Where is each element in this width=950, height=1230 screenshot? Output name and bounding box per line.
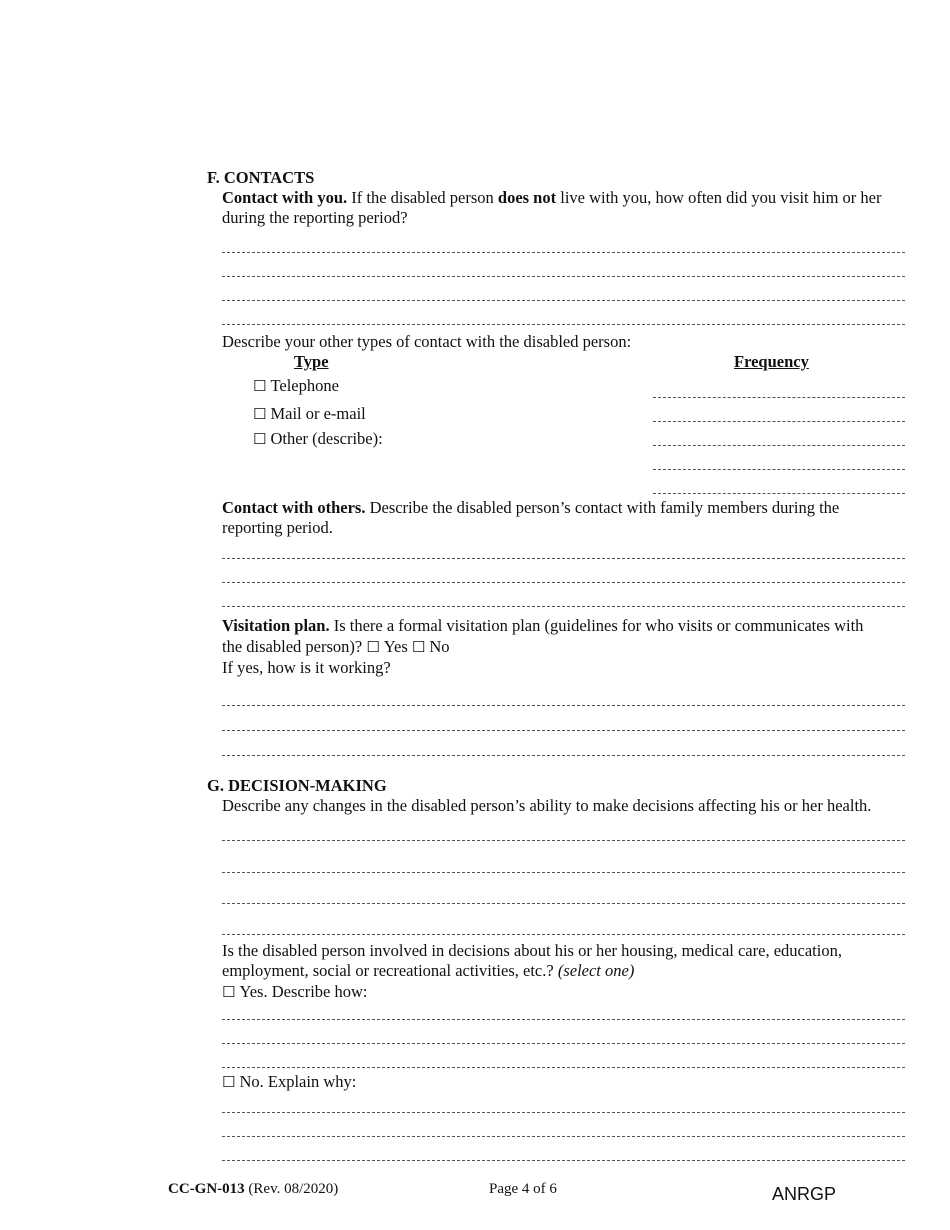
answer-line[interactable] xyxy=(222,300,905,301)
checkbox[interactable]: ☐ xyxy=(222,983,236,1001)
visitation-no-checkbox[interactable]: ☐ xyxy=(411,638,426,656)
type-other-option[interactable]: ☐ Other (describe): xyxy=(253,429,383,448)
answer-line[interactable] xyxy=(222,558,905,559)
frequency-line[interactable] xyxy=(653,469,905,470)
answer-line[interactable] xyxy=(222,1043,905,1044)
answer-line[interactable] xyxy=(222,1067,905,1068)
answer-line[interactable] xyxy=(222,1160,905,1161)
type-mail-option[interactable]: ☐ Mail or e-mail xyxy=(253,404,366,423)
contact-with-others-question: Contact with others. Describe the disabled person’s contact with family members during the xyxy=(222,498,840,517)
answer-line[interactable] xyxy=(222,705,905,706)
checkbox[interactable]: ☐ xyxy=(253,377,267,395)
answer-line[interactable] xyxy=(222,582,905,583)
contact-with-others-line2: reporting period. xyxy=(222,518,333,537)
page-number: Page 4 of 6 xyxy=(489,1181,557,1197)
checkbox[interactable]: ☐ xyxy=(253,405,267,423)
section-g-heading: G. DECISION-MAKING xyxy=(207,776,387,795)
answer-line[interactable] xyxy=(222,755,905,756)
type-telephone-option[interactable]: ☐ Telephone xyxy=(253,376,339,395)
frequency-line[interactable] xyxy=(653,421,905,422)
answer-line[interactable] xyxy=(222,1112,905,1113)
visitation-plan-question: Visitation plan. Is there a formal visitation plan (guidelines for who visits or communicates with xyxy=(222,616,864,635)
other-contact-prompt: Describe your other types of contact with the disabled person: xyxy=(222,332,632,351)
visitation-yes-checkbox[interactable]: ☐ xyxy=(366,638,380,656)
footer-mark: ANRGP xyxy=(772,1184,837,1204)
checkbox[interactable]: ☐ xyxy=(222,1073,236,1091)
answer-line[interactable] xyxy=(222,934,905,935)
answer-line[interactable] xyxy=(222,252,905,253)
contact-with-you-question: Contact with you. If the disabled person does not live with you, how often did you visit him or her xyxy=(222,188,882,207)
form-code: CC-GN-013 (Rev. 08/2020) xyxy=(168,1181,339,1197)
contact-with-you-question-line2: during the reporting period? xyxy=(222,208,408,227)
answer-line[interactable] xyxy=(222,730,905,731)
frequency-line[interactable] xyxy=(653,445,905,446)
involvement-no-option[interactable]: ☐ No. Explain why: xyxy=(222,1072,357,1091)
answer-line[interactable] xyxy=(222,606,905,607)
visitation-followup: If yes, how is it working? xyxy=(222,658,391,677)
visitation-no-label: No xyxy=(429,637,450,656)
answer-line[interactable] xyxy=(222,872,905,873)
frequency-line[interactable] xyxy=(653,397,905,398)
involvement-yes-option[interactable]: ☐ Yes. Describe how: xyxy=(222,982,368,1001)
answer-line[interactable] xyxy=(222,840,905,841)
visitation-yes-label: Yes xyxy=(383,637,408,656)
answer-line[interactable] xyxy=(222,324,905,325)
answer-line[interactable] xyxy=(222,276,905,277)
decision-changes-prompt: Describe any changes in the disabled person’s ability to make decisions affecting his or her health. xyxy=(222,796,872,815)
answer-line[interactable] xyxy=(222,1136,905,1137)
visitation-plan-line2: the disabled person)? ☐ Yes ☐ No xyxy=(222,637,450,656)
type-column-header: Type xyxy=(294,352,329,371)
frequency-column-header: Frequency xyxy=(734,352,809,371)
checkbox[interactable]: ☐ xyxy=(253,430,267,448)
section-f-heading: F. CONTACTS xyxy=(207,168,315,187)
involvement-question: Is the disabled person involved in decisions about his or her housing, medical care, education, xyxy=(222,941,842,960)
involvement-question-line2: employment, social or recreational activities, etc.? (select one) xyxy=(222,961,635,980)
frequency-line[interactable] xyxy=(653,493,905,494)
answer-line[interactable] xyxy=(222,903,905,904)
answer-line[interactable] xyxy=(222,1019,905,1020)
